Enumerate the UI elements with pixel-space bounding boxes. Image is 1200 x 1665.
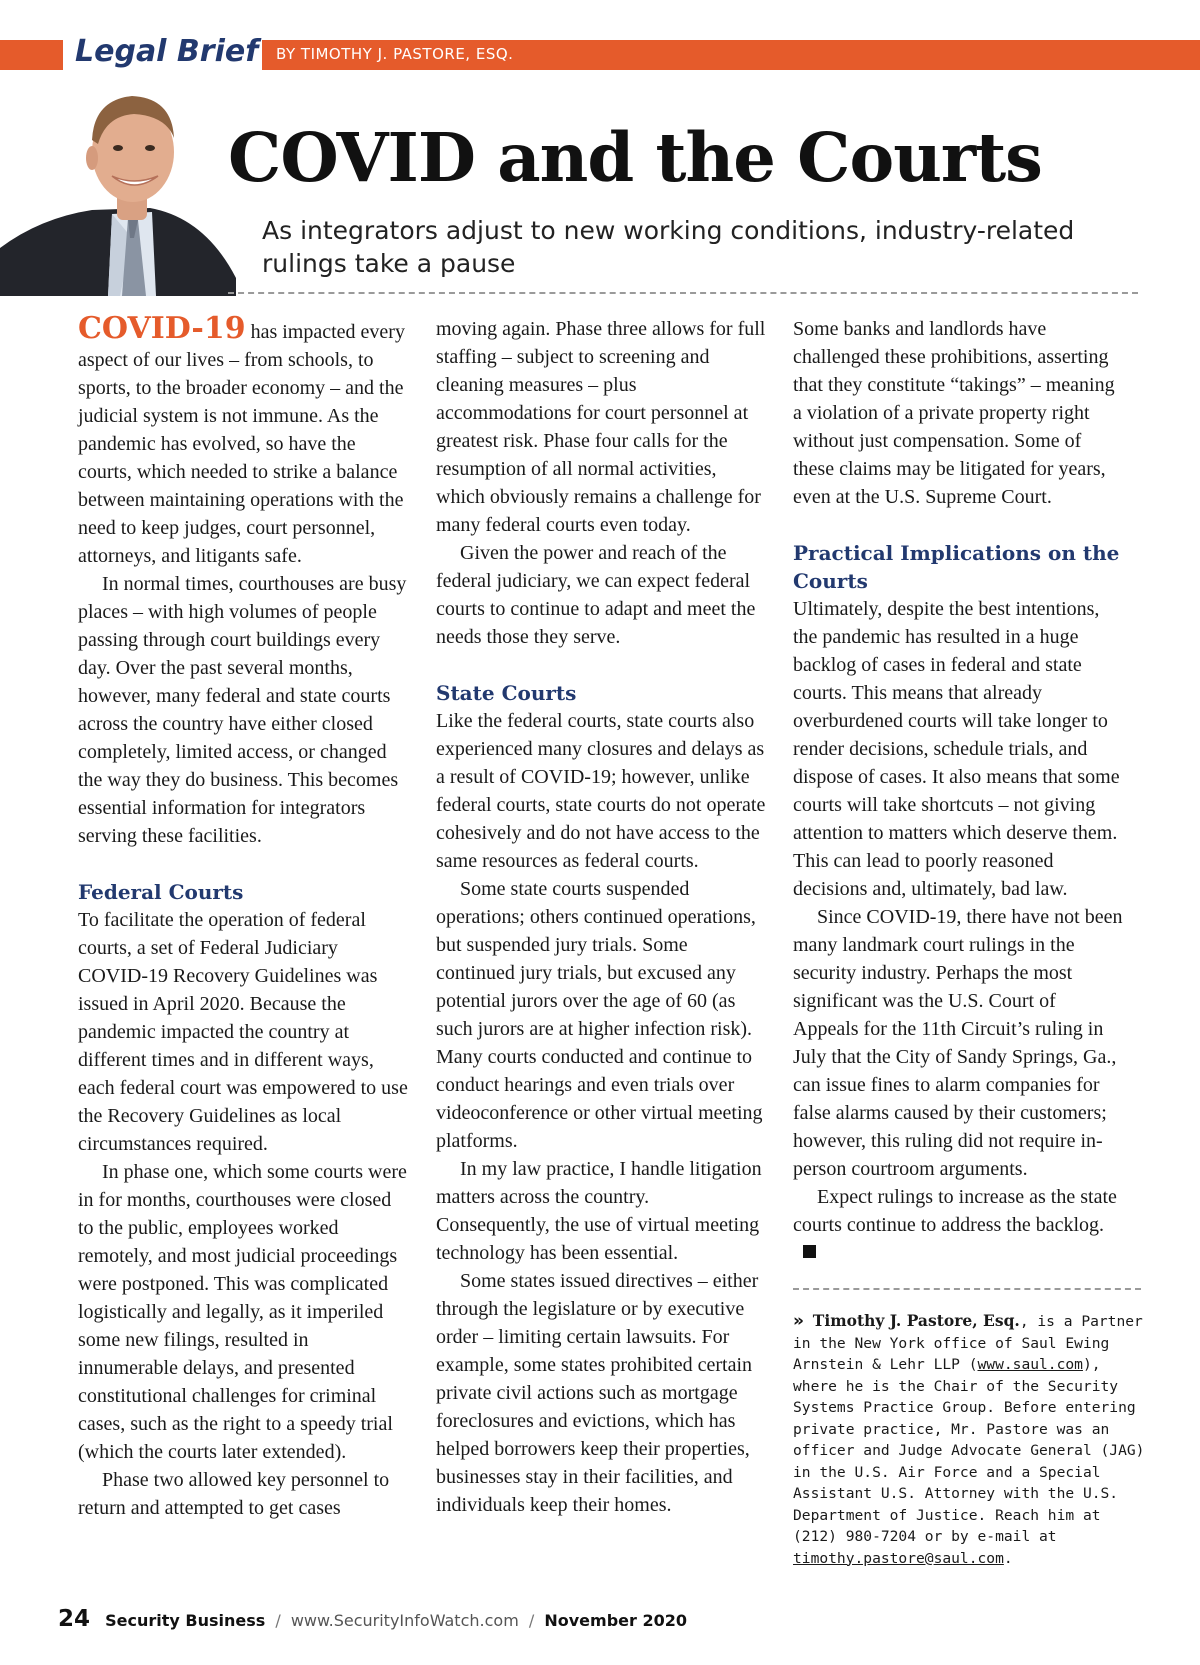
byline: BY TIMOTHY J. PASTORE, ESQ. <box>276 45 514 63</box>
closing-paragraph <box>793 1183 1123 1267</box>
column-3 <box>793 315 1123 1267</box>
title-divider <box>228 292 1138 294</box>
column-2 <box>436 315 766 1519</box>
issue-date: November 2020 <box>544 1611 687 1630</box>
closing-text: Expect rulings to increase as the state courts continue to address the backlog. <box>793 1186 1117 1236</box>
column-1 <box>78 311 408 1522</box>
author-name: Timothy J. Pastore, Esq. <box>812 1311 1020 1330</box>
header-accent-stripe-left <box>0 40 63 70</box>
intro-text: has impacted every aspect of our lives – from schools, to sports, to the broader economy – and the judicial system is not immune. As the pandemic has evolved, so have the courts, which needed to strike a balance between maintaining operations with the need to keep judges, court personnel, attorneys, and litigants safe. <box>78 321 405 567</box>
website-url[interactable]: www.SecurityInfoWatch.com <box>290 1611 519 1630</box>
email-link[interactable]: timothy.pastore@saul.com <box>793 1549 1004 1567</box>
paragraph: Since COVID-19, there have not been many landmark court rulings in the security industry. Perhaps the most significant was the U.S. Court of Appeals for the 11th Circuit’s ruling in July that the City of Sandy Springs, Ga., can issue fines to alarm companies for false alarms caused by their customers; however, this ruling did not require in-person courtroom arguments. <box>793 906 1123 1180</box>
header-bar <box>0 34 1200 70</box>
paragraph: Some banks and landlords have challenged these prohibitions, asserting that they constitute “takings” – meaning a violation of a private property right without just compensation. Some of these claims may be litigated for years, even at the U.S. Supreme Court. <box>793 318 1115 508</box>
paragraph: moving again. Phase three allows for full staffing – subject to screening and cleaning measures – plus accommodations for court personnel at greatest risk. Phase four calls for the resumption of all normal activities, which obviously remains a challenge for many federal courts even today. <box>436 318 766 536</box>
end-of-article-square-icon <box>803 1245 816 1258</box>
paragraph: To facilitate the operation of federal courts, a set of Federal Judiciary COVID-19 Recovery Guidelines was issued in April 2020. Because the pandemic impacted the country at different times and in different ways, each federal court was empowered to use the Recovery Guidelines as local circumstances required. <box>78 909 408 1155</box>
paragraph: In normal times, courthouses are busy places – with high volumes of people passing through court buildings every day. Over the past several months, however, many federal and state courts across the country have either closed completely, limited access, or changed the way they do business. This becomes essential information for integrators serving these facilities. <box>78 573 407 847</box>
page-footer <box>58 1606 687 1632</box>
page-number: 24 <box>58 1606 91 1632</box>
paragraph: Phase two allowed key personnel to return and attempted to get cases <box>78 1469 390 1519</box>
subhead-practical-implications: Practical Implications on the Courts <box>793 541 1120 593</box>
article-deck: As integrators adjust to new working conditions, industry-related rulings take a pause <box>262 216 1075 278</box>
intro-paragraph <box>78 311 408 570</box>
footer-separator: / <box>275 1611 281 1630</box>
bio-divider <box>793 1288 1141 1290</box>
website-link[interactable]: www.saul.com <box>977 1356 1083 1373</box>
bio-text: , is a Partner in the New York office of Saul Ewing Arnstein & Lehr LLP ( <box>793 1313 1143 1373</box>
article-title: COVID and the Courts <box>228 118 1042 197</box>
bio-text: ), where he is the Chair of the Security Systems Practice Group. Before entering private practice, Mr. Pastore was an officer and Judge Advocate General (JAG) in the U.S. Air Force and a Special Assistant U.S. Attorney with the U.S. Department of Justice. Reach him at (212) 980-7204 or by e-mail at <box>793 1356 1145 1545</box>
paragraph: Given the power and reach of the federal judiciary, we can expect federal courts to continue to adapt and meet the needs those they serve. <box>436 542 756 648</box>
author-bio <box>793 1310 1145 1569</box>
footer-separator: / <box>528 1611 535 1630</box>
bio-text: . <box>1003 1549 1013 1567</box>
author-headshot <box>0 78 236 296</box>
paragraph: Some state courts suspended operations; others continued operations, but suspended jury trials. Some continued jury trials, but excused any potential jurors over the age of 60 (as such jurors are at higher infection risk). Many courts conducted and continue to conduct hearings and even trials over videoconference or other virtual meeting platforms. <box>436 878 763 1152</box>
paragraph: Like the federal courts, state courts also experienced many closures and delays as a result of COVID-19; however, unlike federal courts, state courts do not operate cohesively and do not have access to the same resources as federal courts. <box>436 710 766 872</box>
subhead-state-courts: State Courts <box>436 681 577 705</box>
paragraph: In phase one, which some courts were in for months, courthouses were closed to the public, employees worked remotely, and most judicial proceedings were postponed. This was complicated logistically and legally, as it imperiled some new filings, resulted in innumerable delays, and presented constitutional challenges for criminal cases, such as the right to a speedy trial (which the courts later extended). <box>78 1161 407 1463</box>
double-chevron-icon: » <box>793 1311 804 1331</box>
paragraph: Some states issued directives – either through the legislature or by executive order – limiting certain lawsuits. For example, some states prohibited certain private civil actions such as mortgage foreclosures and evictions, which has helped borrowers keep their properties, businesses stay in their facilities, and individuals keep their homes. <box>436 1270 759 1516</box>
paragraph: Ultimately, despite the best intentions, the pandemic has resulted in a huge backlog of cases in federal and state courts. This means that already overburdened courts will take longer to render decisions, schedule trials, and dispose of cases. It also means that some courts will take shortcuts – not giving attention to matters which deserve them. This can lead to poorly reasoned decisions and, ultimately, bad law. <box>793 598 1120 900</box>
lead-word: COVID-19 <box>78 311 246 346</box>
column-name: Legal Brief <box>75 34 259 69</box>
subhead-federal-courts: Federal Courts <box>78 880 244 904</box>
paragraph: In my law practice, I handle litigation matters across the country. Consequently, the use of virtual meeting technology has been essential. <box>436 1158 762 1264</box>
publication-name: Security Business <box>105 1611 266 1630</box>
